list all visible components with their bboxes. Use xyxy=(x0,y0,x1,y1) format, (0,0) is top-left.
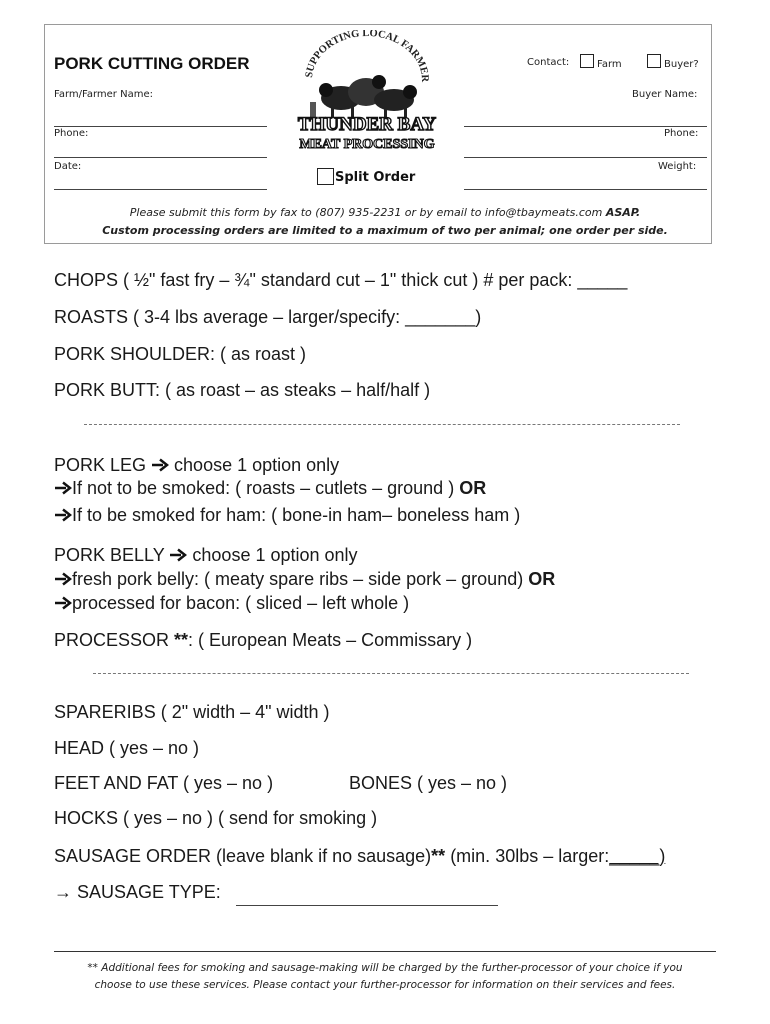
bones-line: BONES ( yes – no ) xyxy=(349,773,508,793)
pork-belly-option-1-text: fresh pork belly: ( meaty spare ribs – side pork – ground) xyxy=(72,569,529,589)
farm-name-field[interactable] xyxy=(54,126,267,127)
sausage-order-label: SAUSAGE ORDER (leave blank if no sausage) xyxy=(54,846,432,866)
pork-leg-or: OR xyxy=(459,478,487,498)
pork-leg-option-1 xyxy=(54,478,486,499)
date-label: Date: xyxy=(54,161,82,172)
pork-leg-option-1-text: If not to be smoked: ( roasts – cutlets – ground ) xyxy=(72,478,460,498)
farm-checkbox[interactable] xyxy=(580,54,594,68)
spareribs-line: SPARERIBS ( 2" width – 4" width ) xyxy=(54,702,330,722)
farm-option-label: Farm xyxy=(597,59,622,70)
buyer-phone-label: Phone: xyxy=(664,128,699,139)
split-order-checkbox[interactable] xyxy=(317,168,334,185)
arrow-right-icon xyxy=(54,508,72,522)
sausage-type-label: → SAUSAGE TYPE: xyxy=(54,882,221,902)
submit-note-text: Please submit this form by fax to (807) 935-2231 or by email to info@tbaymeats.com xyxy=(129,206,606,219)
farm-phone-field[interactable] xyxy=(54,157,267,158)
weight-field[interactable] xyxy=(464,189,707,190)
contact-farm-option[interactable] xyxy=(580,54,622,70)
pork-belly-option-2 xyxy=(54,593,409,614)
arrow-right-icon xyxy=(151,458,169,472)
feet-fat-line: FEET AND FAT ( yes – no ) xyxy=(54,773,274,793)
farm-name-label: Farm/Farmer Name: xyxy=(54,89,153,100)
section-divider-2 xyxy=(93,673,689,674)
form-title: PORK CUTTING ORDER xyxy=(54,54,250,73)
buyer-name-field[interactable] xyxy=(464,126,707,127)
buyer-option-label: Buyer? xyxy=(664,59,699,70)
pork-belly-line xyxy=(54,545,358,566)
submit-note-asap: ASAP. xyxy=(605,206,641,219)
footnote-line-1: ** Additional fees for smoking and sausage-making will be charged by the further-processor of your choice if you xyxy=(87,962,683,974)
pork-leg-option-2-text: If to be smoked for ham: ( bone-in ham– boneless ham ) xyxy=(72,505,521,525)
head-line: HEAD ( yes – no ) xyxy=(54,738,200,758)
farm-phone-label: Phone: xyxy=(54,128,89,139)
sausage-order-blank[interactable]: _____) xyxy=(609,846,666,866)
chops-line: CHOPS ( ½" fast fry – ¾" standard cut – 1" thick cut ) # per pack: _____ xyxy=(54,270,628,290)
pork-belly-label: PORK BELLY xyxy=(54,545,165,565)
date-field[interactable] xyxy=(54,189,267,190)
logo-line2: MEAT PROCESSING xyxy=(299,137,435,152)
section-divider-1 xyxy=(84,424,680,425)
hocks-line: HOCKS ( yes – no ) ( send for smoking ) xyxy=(54,808,378,828)
arrow-right-icon xyxy=(54,572,72,586)
pork-leg-label: PORK LEG xyxy=(54,455,147,475)
arrow-right-icon xyxy=(54,481,72,495)
logo-graphic xyxy=(296,30,438,155)
buyer-phone-field[interactable] xyxy=(464,157,707,158)
company-logo xyxy=(296,30,438,155)
pork-belly-instruction: choose 1 option only xyxy=(187,545,358,565)
logo-line1: THUNDER BAY xyxy=(297,114,437,135)
processor-stars: ** xyxy=(174,630,189,650)
pork-leg-line xyxy=(54,455,339,476)
pork-belly-or: OR xyxy=(528,569,556,589)
arrow-right-icon xyxy=(169,548,187,562)
pork-leg-instruction: choose 1 option only xyxy=(169,455,340,475)
limit-note: Custom processing orders are limited to a maximum of two per animal; one order per side. xyxy=(102,224,668,237)
sausage-order-min: (min. 30lbs – larger: xyxy=(445,846,610,866)
processor-options: : ( European Meats – Commissary ) xyxy=(188,630,473,650)
contact-label: Contact: xyxy=(527,57,570,68)
pork-leg-option-2 xyxy=(54,505,520,526)
footnote-line-2: choose to use these services. Please contact your further-processor for information on their services and fees. xyxy=(94,979,676,991)
pork-belly-option-2-text: processed for bacon: ( sliced – left whole ) xyxy=(72,593,410,613)
butt-line: PORK BUTT: ( as roast – as steaks – half/half ) xyxy=(54,380,431,400)
arrow-right-icon xyxy=(54,596,72,610)
submit-note xyxy=(0,206,770,219)
shoulder-line: PORK SHOULDER: ( as roast ) xyxy=(54,344,307,364)
pork-belly-option-1 xyxy=(54,569,555,590)
buyer-checkbox[interactable] xyxy=(647,54,661,68)
sausage-order-line xyxy=(54,846,665,867)
buyer-name-label: Buyer Name: xyxy=(632,89,698,100)
contact-buyer-option[interactable] xyxy=(647,54,699,70)
logo-arc-text: SUPPORTING LOCAL FARMER xyxy=(304,30,431,83)
footer-rule xyxy=(54,951,716,952)
split-order-label: Split Order xyxy=(335,170,416,185)
sausage-order-stars: ** xyxy=(431,846,446,866)
processor-line xyxy=(54,630,472,651)
sausage-type-field[interactable] xyxy=(236,905,498,906)
weight-label: Weight: xyxy=(658,161,697,172)
processor-label: PROCESSOR xyxy=(54,630,175,650)
roasts-line: ROASTS ( 3-4 lbs average – larger/specify: _______) xyxy=(54,307,482,327)
